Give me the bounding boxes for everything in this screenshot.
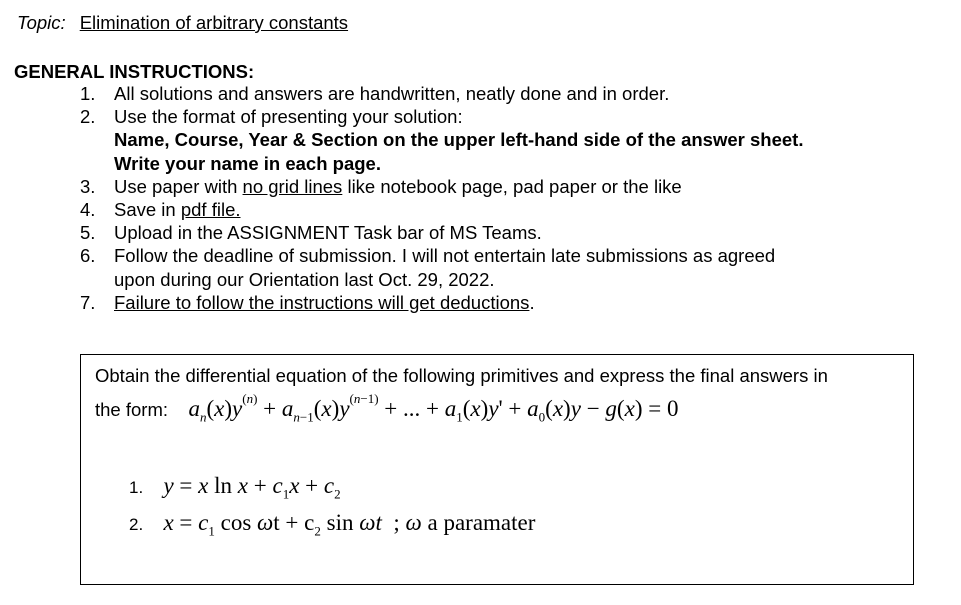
general-instructions-heading: GENERAL INSTRUCTIONS:: [14, 61, 255, 82]
instruction-text-post: .: [529, 291, 535, 313]
instruction-item: [80, 221, 803, 244]
instruction-item: [80, 175, 803, 198]
format-requirement-line: Name, Course, Year & Section on the upper left-hand side of the answer sheet.: [114, 129, 804, 151]
primitive-number: 2.: [129, 515, 144, 534]
instruction-item: [80, 105, 803, 175]
instruction-number: 3.: [80, 175, 96, 197]
instruction-number: 1.: [80, 83, 96, 104]
instruction-item: [80, 82, 803, 105]
instruction-number: 7.: [80, 291, 96, 313]
topic-label: Topic:: [17, 12, 66, 33]
instruction-number: 4.: [80, 199, 96, 221]
instruction-text-pre: Save in: [114, 199, 181, 221]
form-label: the form:: [95, 398, 168, 420]
instruction-number: 2.: [80, 106, 96, 128]
topic-line: [17, 12, 348, 34]
instruction-text: Follow the deadline of submission. I will not entertain late submissions as agreed: [114, 245, 776, 267]
general-form-equation: $a_n(x)y^{(n)} + a_{n-1}(x)y^{(n-1)}$ + ... + $a_1(x)y' + a_0(x)y - g(x) = 0$: [188, 391, 679, 425]
instruction-number: 6.: [80, 245, 96, 267]
primitive-item: [129, 473, 341, 503]
instruction-number: 5.: [80, 222, 96, 244]
instruction-text-underlined: Failure to follow the instructions will get deductions: [114, 291, 530, 313]
problem-box: [80, 354, 914, 585]
instruction-text-post: like notebook page, pad paper or the like: [342, 175, 682, 197]
instruction-text: Use the format of presenting your solution:: [114, 106, 463, 128]
instruction-text-underlined: no grid lines: [242, 175, 343, 197]
instructions-list: [80, 82, 803, 314]
primitive-item: [129, 510, 535, 540]
instruction-item: [80, 198, 803, 221]
format-requirement-line: Write your name in each page.: [114, 152, 381, 174]
instruction-text-pre: Use paper with: [114, 175, 243, 197]
problem-intro: Obtain the differential equation of the following primitives and express the final answers in: [95, 365, 828, 386]
instruction-text: All solutions and answers are handwritten, neatly done and in order.: [114, 83, 670, 104]
primitive-equation: $x = c_1$ $\cos \omega t + c_2$ sin ωt ; ω a paramater: [163, 510, 536, 539]
instruction-item: [80, 244, 803, 290]
instruction-text-underlined: pdf file.: [180, 199, 241, 221]
primitive-equation: y = x $\ln x + c_1x + c_2$: [163, 473, 341, 502]
general-form-line: [95, 391, 679, 425]
instruction-item: [80, 291, 803, 314]
instruction-text: Upload in the ASSIGNMENT Task bar of MS Teams.: [114, 222, 542, 244]
topic-value: Elimination of arbitrary constants: [79, 12, 349, 33]
primitive-number: 1.: [129, 478, 144, 497]
instruction-continuation: upon during our Orientation last Oct. 29, 2022.: [114, 268, 495, 290]
